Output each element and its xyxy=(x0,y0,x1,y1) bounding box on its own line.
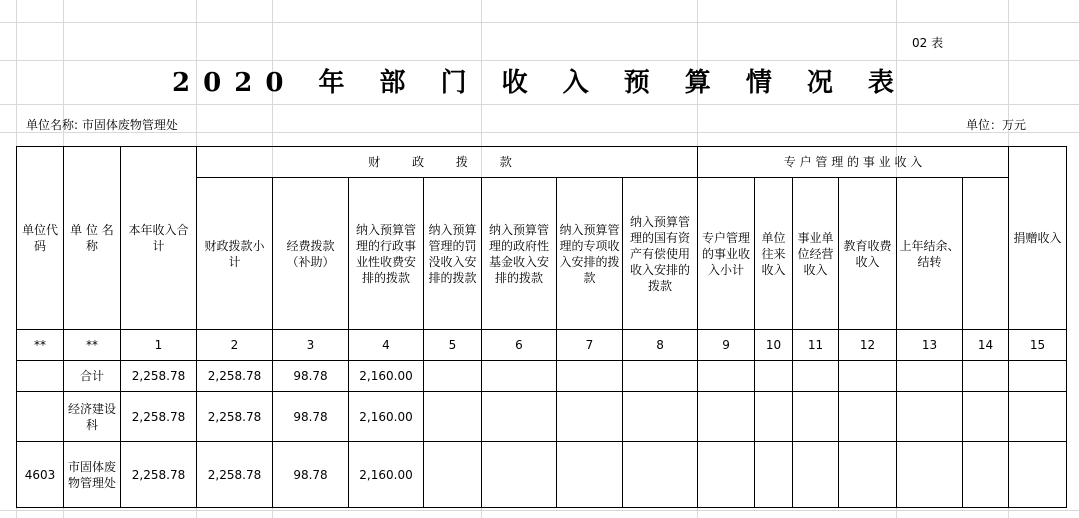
empty-cell xyxy=(698,392,755,442)
cell-total: 2,258.78 xyxy=(121,361,197,392)
index-row xyxy=(17,330,1067,361)
cell-unit-name: 合计 xyxy=(64,361,121,392)
empty-cell xyxy=(698,442,755,508)
empty-cell xyxy=(963,361,1009,392)
header-carryover: 上年结余、结转 xyxy=(897,178,963,330)
header-funding: 经费拨款（补助） xyxy=(273,178,349,330)
cell-admin-fees: 2,160.00 xyxy=(349,361,424,392)
empty-cell xyxy=(755,392,793,442)
index-cell: 11 xyxy=(793,330,839,361)
empty-cell xyxy=(839,392,897,442)
header-operating: 事业单位经营收入 xyxy=(793,178,839,330)
cell-fiscal-subtotal: 2,258.78 xyxy=(197,442,273,508)
empty-cell xyxy=(482,361,557,392)
cell-unit-name: 经济建设科 xyxy=(64,392,121,442)
empty-cell xyxy=(755,442,793,508)
empty-cell xyxy=(963,392,1009,442)
empty-cell xyxy=(1009,392,1067,442)
empty-cell xyxy=(963,442,1009,508)
header-fiscal-group: 财 政 拨 款 xyxy=(197,147,698,178)
index-cell: 7 xyxy=(557,330,623,361)
empty-cell xyxy=(839,442,897,508)
table-row xyxy=(17,392,1067,442)
header-education: 教育收费收入 xyxy=(839,178,897,330)
empty-cell xyxy=(424,392,482,442)
empty-cell xyxy=(897,442,963,508)
index-cell: ** xyxy=(64,330,121,361)
header-fiscal-subtotal: 财政拨款小计 xyxy=(197,178,273,330)
cell-total: 2,258.78 xyxy=(121,392,197,442)
header-special-income: 纳入预算管理的专项收入安排的拨款 xyxy=(557,178,623,330)
grid-line xyxy=(0,60,1079,61)
index-cell: 8 xyxy=(623,330,698,361)
table-row xyxy=(17,361,1067,392)
header-fines: 纳入预算管理的罚没收入安排的拨款 xyxy=(424,178,482,330)
index-cell: 13 xyxy=(897,330,963,361)
empty-cell xyxy=(793,392,839,442)
empty-cell xyxy=(1009,442,1067,508)
cell-unit-code xyxy=(17,392,64,442)
empty-cell xyxy=(424,442,482,508)
grid-line xyxy=(0,510,1079,511)
header-unit-transfers: 单位往来收入 xyxy=(755,178,793,330)
grid-line xyxy=(0,104,1079,105)
cell-admin-fees: 2,160.00 xyxy=(349,442,424,508)
grid-line xyxy=(0,22,1079,23)
unit-name-label: 单位名称: 市固体废物管理处 xyxy=(26,118,178,132)
index-cell: 14 xyxy=(963,330,1009,361)
index-cell: ** xyxy=(17,330,64,361)
empty-cell xyxy=(755,361,793,392)
cell-admin-fees: 2,160.00 xyxy=(349,392,424,442)
header-unit-name: 单 位 名 称 xyxy=(64,147,121,330)
empty-cell xyxy=(557,361,623,392)
header-total: 本年收入合计 xyxy=(121,147,197,330)
empty-cell xyxy=(623,392,698,442)
index-cell: 5 xyxy=(424,330,482,361)
empty-cell xyxy=(1009,361,1067,392)
index-cell: 10 xyxy=(755,330,793,361)
cell-unit-code xyxy=(17,361,64,392)
cell-fiscal-subtotal: 2,258.78 xyxy=(197,361,273,392)
header-admin-fees: 纳入预算管理的行政事业性收费安排的拨款 xyxy=(349,178,424,330)
header-gov-fund: 纳入预算管理的政府性基金收入安排的拨款 xyxy=(482,178,557,330)
empty-cell xyxy=(482,392,557,442)
index-cell: 15 xyxy=(1009,330,1067,361)
index-cell: 9 xyxy=(698,330,755,361)
header-special-group: 专 户 管 理 的 事 业 收 入 xyxy=(698,147,1009,178)
empty-cell xyxy=(897,361,963,392)
empty-cell xyxy=(698,361,755,392)
page-title: 2020 年 部 门 收 入 预 算 情 况 表 xyxy=(172,68,907,98)
cell-fiscal-subtotal: 2,258.78 xyxy=(197,392,273,442)
cell-total: 2,258.78 xyxy=(121,442,197,508)
header-state-assets: 纳入预算管理的国有资产有偿使用收入安排的拨款 xyxy=(623,178,698,330)
cell-funding: 98.78 xyxy=(273,442,349,508)
header-special-subtotal: 专户管理的事业收入小计 xyxy=(698,178,755,330)
empty-cell xyxy=(839,361,897,392)
index-cell: 4 xyxy=(349,330,424,361)
index-cell: 1 xyxy=(121,330,197,361)
budget-table xyxy=(16,146,1067,508)
index-cell: 2 xyxy=(197,330,273,361)
cell-funding: 98.78 xyxy=(273,392,349,442)
empty-cell xyxy=(424,361,482,392)
index-cell: 3 xyxy=(273,330,349,361)
header-row-group xyxy=(17,147,1067,178)
empty-cell xyxy=(793,442,839,508)
index-cell: 12 xyxy=(839,330,897,361)
currency-unit-label: 单位：万元 xyxy=(966,118,1027,132)
cell-funding: 98.78 xyxy=(273,361,349,392)
cell-unit-code: 4603 xyxy=(17,442,64,508)
empty-cell xyxy=(623,442,698,508)
table-row xyxy=(17,442,1067,508)
empty-cell xyxy=(793,361,839,392)
empty-cell xyxy=(623,361,698,392)
header-donation: 捐赠收入 xyxy=(1009,147,1067,330)
header-unit-code: 单位代码 xyxy=(17,147,64,330)
empty-cell xyxy=(557,392,623,442)
index-cell: 6 xyxy=(482,330,557,361)
empty-cell xyxy=(557,442,623,508)
empty-cell xyxy=(897,392,963,442)
empty-cell xyxy=(482,442,557,508)
form-number: 02 表 xyxy=(912,36,944,50)
cell-unit-name: 市固体废物管理处 xyxy=(64,442,121,508)
